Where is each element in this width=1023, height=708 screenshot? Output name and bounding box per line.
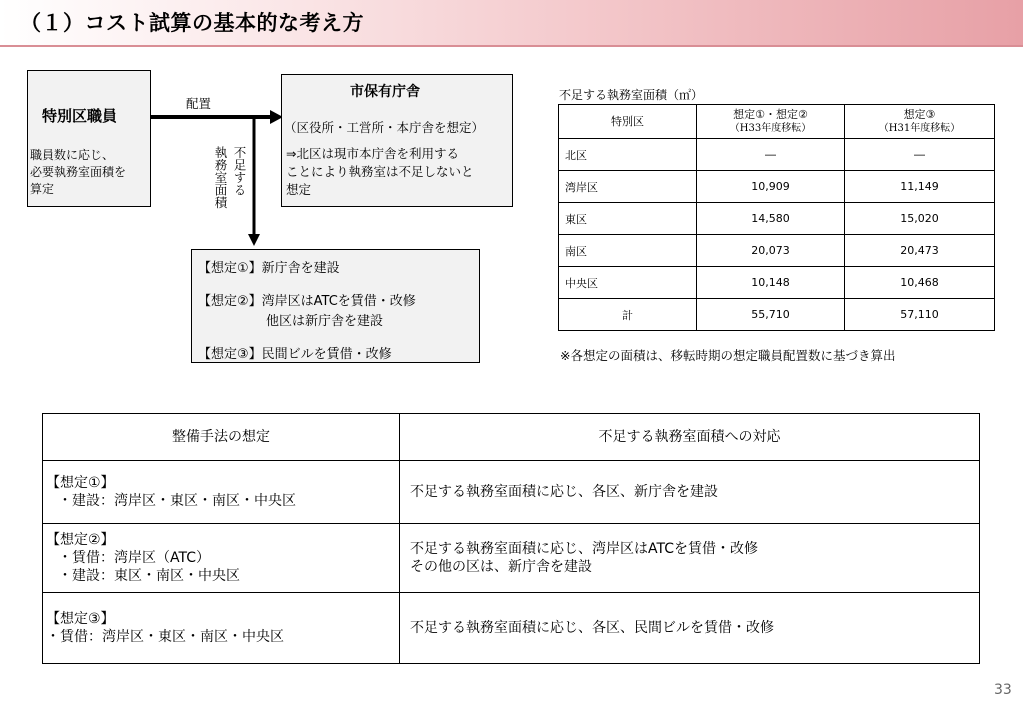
table-row — [559, 171, 995, 203]
method-right-line: 不足する執務室面積に応じ、各区、新庁舎を建設 — [410, 484, 718, 500]
method-right-cell — [400, 593, 980, 664]
city-building-line: ⇒北区は現市本庁舎を利用する — [286, 146, 459, 161]
scenario-line-3: 他区は新庁舎を建設 — [266, 314, 384, 329]
method-right-cell — [400, 461, 980, 524]
method-left-line: 【想定①】 — [46, 475, 115, 491]
down-label-col2 — [213, 146, 227, 212]
area-header-scenario3 — [845, 105, 995, 139]
method-left-cell — [43, 524, 400, 593]
city-building-line: ことにより執務室は不足しないと — [286, 164, 474, 179]
area-header-ward-text: 特別区 — [611, 114, 644, 128]
area-table — [558, 104, 995, 331]
table-row-total — [559, 299, 995, 331]
table-row — [43, 593, 980, 664]
method-table — [42, 413, 980, 664]
scenario-line-4: 【想定③】民間ビルを賃借・改修 — [198, 347, 392, 362]
method-left-cell — [43, 461, 400, 524]
city-building-body — [286, 145, 474, 199]
value-cell: 10,148 — [697, 267, 845, 299]
page-title: （１）コスト試算の基本的な考え方 — [20, 11, 364, 35]
method-left-line: ・建設：湾岸区・東区・南区・中央区 — [58, 493, 296, 509]
area-header-scenario12-sub: （H33年度移転） — [729, 122, 812, 134]
value-cell: ― — [845, 139, 995, 171]
city-building-title: 市保有庁舎 — [350, 84, 420, 100]
ward-cell: 北区 — [559, 139, 697, 171]
down-label-col1 — [232, 146, 246, 199]
city-building-sub: （区役所・工営所・本庁舎を想定） — [284, 120, 485, 135]
value-cell: ― — [697, 139, 845, 171]
table-row — [559, 139, 995, 171]
value-cell: 10,468 — [845, 267, 995, 299]
page-number: 33 — [994, 682, 1012, 698]
total-value-cell: 57,110 — [845, 299, 995, 331]
value-cell: 10,909 — [697, 171, 845, 203]
table-row — [43, 461, 980, 524]
area-header-scenario12 — [697, 105, 845, 139]
staff-box — [27, 70, 151, 207]
method-right-line: 不足する執務室面積に応じ、湾岸区はATCを賃借・改修 — [410, 541, 758, 557]
value-cell: 15,020 — [845, 203, 995, 235]
area-header-scenario3-main: 想定③ — [903, 107, 936, 121]
scenario-box — [191, 249, 480, 363]
staff-box-line: 職員数に応じ、 — [30, 148, 115, 162]
method-header-row — [43, 414, 980, 461]
value-cell: 20,473 — [845, 235, 995, 267]
area-header-ward — [559, 105, 697, 139]
down-arrow-head — [248, 234, 260, 246]
area-table-note: ※各想定の面積は、移転時期の想定職員配置数に基づき算出 — [560, 348, 896, 363]
method-left-line: ・賃借：湾岸区・東区・南区・中央区 — [46, 629, 284, 645]
method-right-line: 不足する執務室面積に応じ、各区、民間ビルを賃借・改修 — [410, 620, 774, 636]
value-cell: 14,580 — [697, 203, 845, 235]
method-right-line: その他の区は、新庁舎を建設 — [410, 559, 592, 575]
method-right-cell — [400, 524, 980, 593]
ward-cell: 東区 — [559, 203, 697, 235]
staff-box-body — [30, 147, 126, 198]
table-row — [559, 235, 995, 267]
staff-box-title: 特別区職員 — [42, 107, 118, 125]
method-left-line: ・賃借：湾岸区（ATC） — [58, 550, 210, 566]
city-building-box — [281, 74, 513, 207]
table-row — [559, 267, 995, 299]
value-cell: 20,073 — [697, 235, 845, 267]
ward-cell: 南区 — [559, 235, 697, 267]
arrow-label-haichi: 配置 — [186, 96, 212, 111]
method-header-left: 整備手法の想定 — [43, 414, 400, 461]
method-left-line: ・建設：東区・南区・中央区 — [58, 568, 240, 584]
method-left-cell — [43, 593, 400, 664]
scenario-line-2: 【想定②】湾岸区はATCを賃借・改修 — [198, 294, 416, 309]
down-label-text-2: 執務室面積 — [213, 146, 228, 209]
value-cell: 11,149 — [845, 171, 995, 203]
scenario-line-1: 【想定①】新庁舎を建設 — [198, 261, 340, 276]
area-table-header-row — [559, 105, 995, 139]
staff-box-line: 算定 — [30, 182, 55, 196]
staff-box-line: 必要執務室面積を — [30, 165, 127, 179]
area-header-scenario3-sub: （H31年度移転） — [878, 122, 961, 134]
method-left-line: 【想定③】 — [46, 611, 115, 627]
table-row — [559, 203, 995, 235]
ward-cell: 中央区 — [559, 267, 697, 299]
method-left-line: 【想定②】 — [46, 532, 115, 548]
area-header-scenario12-main: 想定①・想定② — [733, 107, 808, 121]
city-building-line: 想定 — [286, 182, 312, 197]
method-header-right: 不足する執務室面積への対応 — [400, 414, 980, 461]
down-label-text-1: 不足する — [232, 146, 247, 196]
table-row — [43, 524, 980, 593]
total-label-cell: 計 — [559, 299, 697, 331]
total-value-cell: 55,710 — [697, 299, 845, 331]
area-table-caption: 不足する執務室面積（㎡） — [559, 88, 704, 102]
ward-cell: 湾岸区 — [559, 171, 697, 203]
